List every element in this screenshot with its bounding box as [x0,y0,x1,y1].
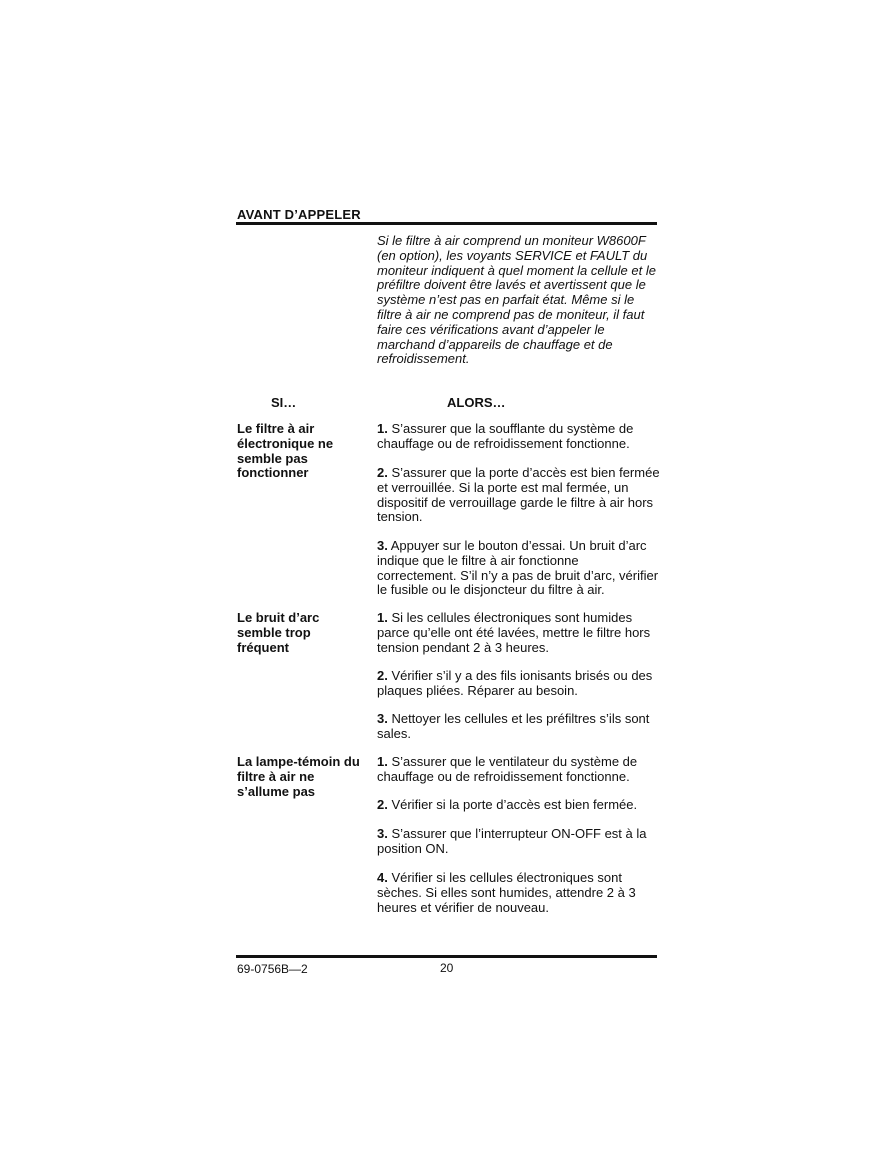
step-text: S’assurer que la soufflante du système de chauffage ou de refroidissement fonctionne. [377,421,634,451]
step-text: Vérifier si la porte d’accès est bien fermée. [387,797,638,812]
step-number: 2. [377,797,388,812]
step-number: 1. [377,610,388,625]
step-number: 3. [377,826,388,841]
step-number: 2. [377,465,388,480]
step-number: 1. [377,421,388,436]
column-heading-alors: ALORS… [447,395,506,410]
step-number: 3. [377,711,388,726]
step-number: 2. [377,668,388,683]
action-step [377,755,661,785]
condition-label: Le bruit d’arc semble trop fréquent [237,610,320,655]
step-text: Vérifier s’il y a des fils ionisants brisés ou des plaques pliées. Réparer au besoin. [377,668,653,698]
step-number: 3. [377,538,388,553]
footer-rule [236,955,657,958]
header-rule [236,222,657,225]
step-number: 4. [377,870,388,885]
action-step [377,669,661,699]
intro-paragraph: Si le filtre à air comprend un moniteur W8600F (en option), les voyants SERVICE et FAULT du moniteur indiquent à quel moment la cellule et le préfiltre doivent être lavés et avertissent que le système n’est pas en parfait état. Même si le filtre à air ne comprend pas de moniteur, il faut faire ces vérifications avant d’appeler le marchand d’appareils de chauffage et de refroidissement. [377,233,656,367]
action-step [377,539,661,598]
step-text: S’assurer que la porte d’accès est bien fermée et verrouillée. Si la porte est mal fermée, un dispositif de verrouillage garde le filtre à air hors tension. [377,465,660,525]
column-heading-si: SI… [271,395,297,410]
condition-label: La lampe-témoin du filtre à air ne s’allume pas [237,754,360,799]
step-text: Appuyer sur le bouton d’essai. Un bruit d’arc indique que le filtre à air fonctionne correctement. S’il n’y a pas de bruit d’arc, vérifier le fusible ou le disjoncteur du filtre à air. [377,538,659,598]
step-number: 1. [377,754,388,769]
condition-label: Le filtre à air électronique ne semble pas fonctionner [237,421,334,481]
step-text: Nettoyer les cellules et les préfiltres s’ils sont sales. [377,711,650,741]
document-number: 69-0756B—2 [237,962,308,976]
action-step [377,422,661,452]
step-text: Vérifier si les cellules électroniques sont sèches. Si elles sont humides, attendre 2 à 3 heures et vérifier de nouveau. [377,870,636,915]
page-title: AVANT D’APPELER [237,207,361,222]
action-step [377,712,661,742]
page-number: 20 [440,961,454,975]
step-text: S’assurer que le ventilateur du système de chauffage ou de refroidissement fonctionne. [377,754,638,784]
step-text: S’assurer que l’interrupteur ON-OFF est à la position ON. [377,826,647,856]
step-text: Si les cellules électroniques sont humides parce qu’elle ont été lavées, mettre le filtre hors tension pendant 2 à 3 heures. [377,610,651,655]
action-step [377,871,661,915]
action-step [377,827,661,857]
action-step [377,611,661,655]
action-step [377,798,661,813]
action-step [377,466,661,525]
